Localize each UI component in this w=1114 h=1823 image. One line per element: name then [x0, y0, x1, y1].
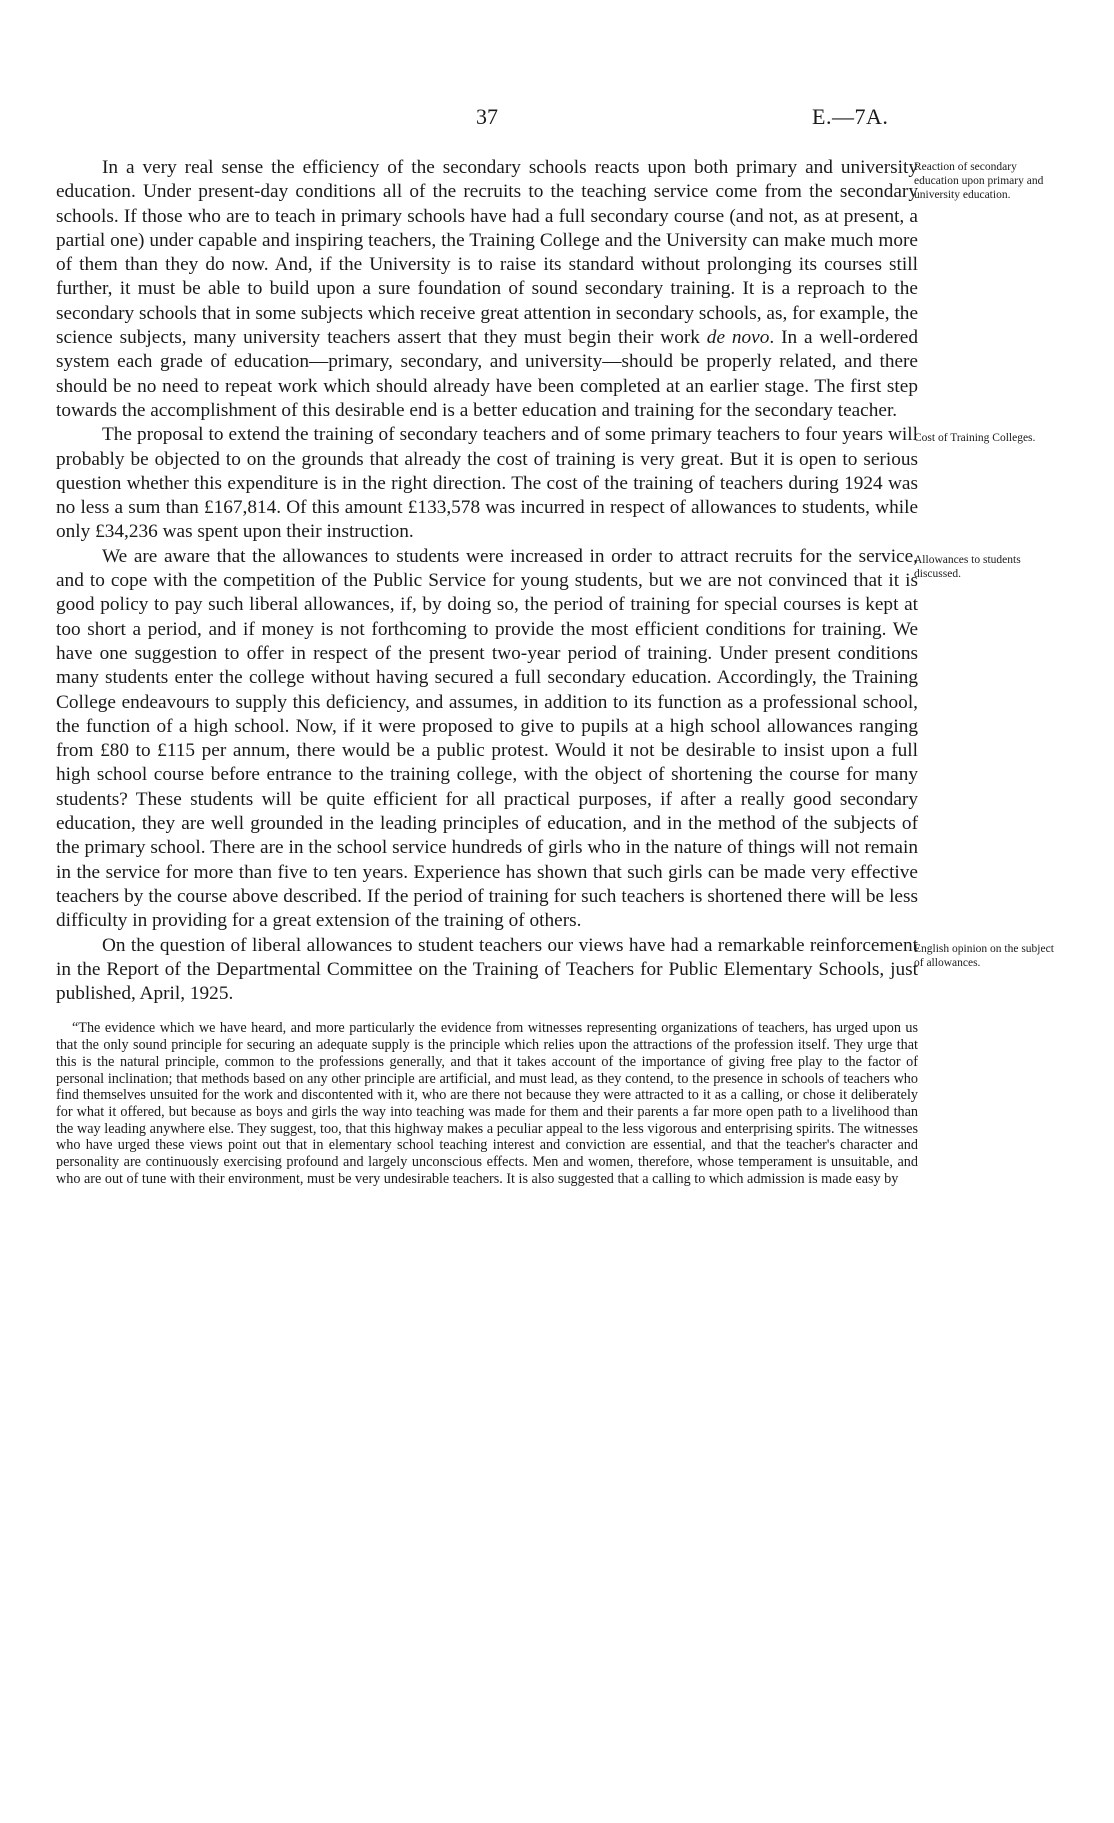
paragraph-allowances	[56, 545, 1021, 934]
margin-note-english-opinion: English opinion on the subject of allowances.	[914, 942, 1054, 969]
margin-note-reaction: Reaction of secondary education upon primary and university education.	[914, 161, 1044, 201]
page-number: 37	[476, 104, 498, 129]
paragraph-text: The proposal to extend the training of secondary teachers and of some primary teachers to four years will probably be objected to on the grounds that already the cost of training is very great. But it is open to serious question whether this expenditure is in the right direction. The cost of the training of teachers during 1924 was no less a sum than £167,814. Of this amount £133,578 was incurred in respect of allowances to students, while only £34,236 was spent upon their instruction.	[56, 424, 918, 543]
quoted-evidence: “The evidence which we have heard, and more particularly the evidence from witnesses representing organizations of teachers, has urged upon us that the only sound principle for securing an adequate supply is the principle which relies upon the attractions of the profession itself. They urge that this is the natural principle, common to the professions generally, and that it takes account of the importance of giving free play to the factor of personal inclination; that methods based on any other principle are artificial, and must lead, as they contend, to the presence in schools of teachers who find themselves unsuited for the work and discontented with it, who are there not because they were attracted to it as a calling, or chose it deliberately for what it offered, but because as boys and girls the way into teaching was made for them and their parents a far more open path to a livelihood than the way leading anywhere else. They suggest, too, that this highway makes a peculiar appeal to the less vigorous and enterprising spirits. The witnesses who have urged these views point out that in elementary school teaching interest and conviction are essential, and that the teacher's character and personality are continuously exercising profound and largely unconscious effects. Men and women, therefore, whose temperament is unsuitable, and who are out of tune with their environment, must be very undesirable teachers. It is also suggested that a calling to which admission is made easy by	[56, 1020, 918, 1187]
page-header	[0, 104, 1114, 134]
paragraph-text-continued: . In a well-ordered system each grade of education—primary, secondary, and university—should be properly related, and there should be no need to repeat work which should already have been completed at an earlier stage. The first step towards the accomplishment of this desirable end is a better education and training for the secondary teacher.	[56, 327, 918, 421]
paragraph-text: On the question of liberal allowances to student teachers our views have had a remarkable reinforcement in the Report of the Departmental Committee on the Training of Teachers for Public Elementary Schools, just published, April, 1925.	[56, 934, 918, 1005]
paragraph-training-cost	[56, 423, 1036, 544]
document-reference: E.—7A.	[812, 104, 889, 129]
main-text	[56, 156, 1054, 1187]
paragraph-text: In a very real sense the efficiency of the secondary schools reacts upon both primary and university education. Under present-day conditions all of the recruits to the teaching service come from the secondary schools. If those who are to teach in primary schools have had a full secondary course (and not, as at present, a partial one) under capable and inspiring teachers, the Training College and the University can make much more of them than they do now. And, if the University is to raise its standard without prolonging its courses still further, it must be able to build upon a sure foundation of sound secondary training. It is a reproach to the secondary schools that in some subjects which receive great attention in secondary schools, as, for example, the science subjects, many university teachers assert that they must begin their work	[56, 157, 918, 349]
paragraph-text: We are aware that the allowances to students were increased in order to attract recruits for the service, and to cope with the competition of the Public Service for young students, but we are not convinced that it is good policy to pay such liberal allowances, if, by doing so, the period of training for special courses is kept at too short a period, and if money is not forthcoming to provide the most efficient conditions for training. We have one suggestion to offer in respect of the present two-year period of training. Under present conditions many students enter the college without having secured a full secondary education. Accordingly, the Training College endeavours to supply this deficiency, and assumes, in addition to its function as a professional school, the function of a high school. Now, if it were proposed to give to pupils at a high school allowances ranging from £80 to £115 per annum, there would be a public protest. Would it not be desirable to insist upon a full high school course before entrance to the training college, with the object of shortening the course for many students? These students will be quite efficient for all practical purposes, if after a really good secondary education, they are well grounded in the leading principles of education, and in the method of the subjects of the primary school. There are in the school service hundreds of girls who in the nature of things will not remain in the service for more than five to ten years. Experience has shown that such girls can be made very effective teachers by the course above described. If the period of training for such teachers is shortened there will be less difficulty in providing for a great extension of the training of others.	[56, 545, 918, 932]
margin-note-cost: Cost of Training Colleges.	[914, 432, 1036, 445]
margin-note-allowances: Allowances to students discussed.	[914, 553, 1021, 580]
paragraph-secondary-schools	[56, 156, 1044, 423]
italic-phrase: de novo	[706, 327, 770, 349]
paragraph-english-opinion	[56, 934, 1054, 1007]
